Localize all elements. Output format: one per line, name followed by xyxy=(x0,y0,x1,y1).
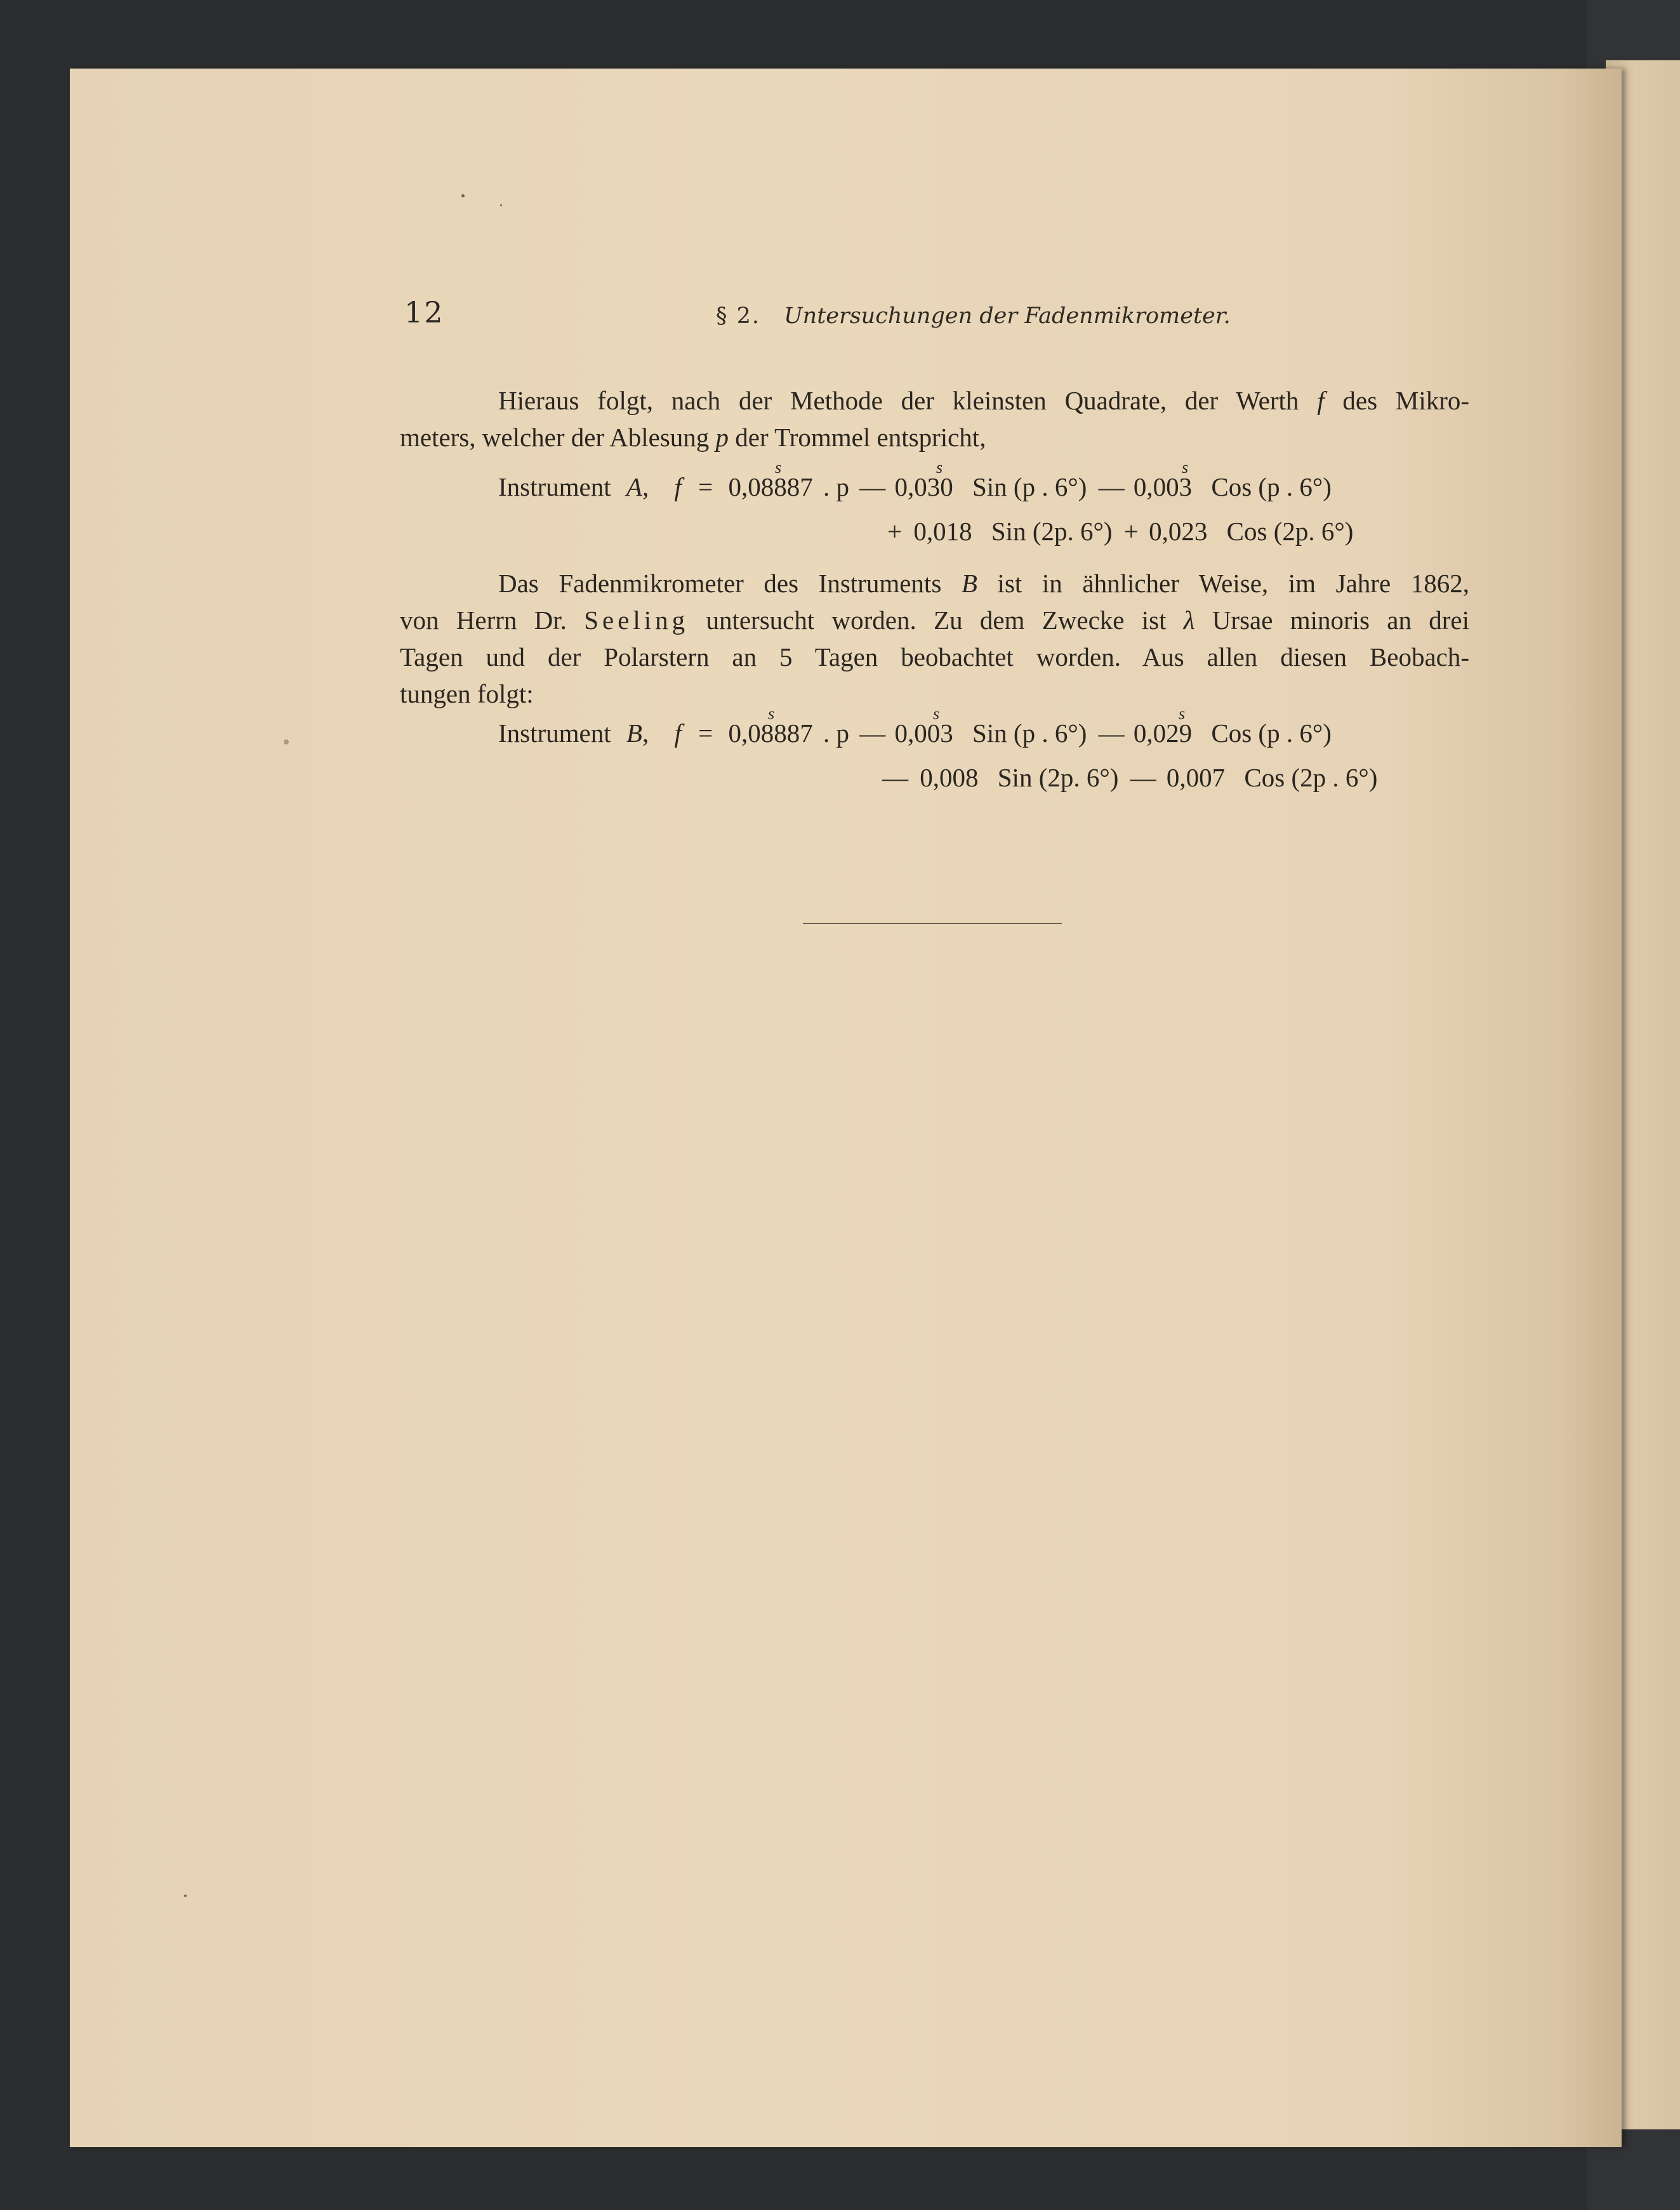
paragraph-1-line-1 xyxy=(400,382,1469,419)
text-run: von Herrn Dr. xyxy=(400,605,567,635)
sign: + xyxy=(1123,517,1139,546)
cos-term: Cos (p . 6°) xyxy=(1211,472,1332,501)
running-head xyxy=(716,303,1231,329)
coefficient: 0,023 xyxy=(1149,517,1208,546)
cos-term: Cos (2p. 6°) xyxy=(1226,517,1354,546)
book-page xyxy=(70,69,1622,2147)
instrument-label: Instrument xyxy=(498,472,611,501)
equals-sign: = xyxy=(698,718,713,748)
seconds-mark: s xyxy=(936,458,943,477)
variable-f: f xyxy=(674,472,682,501)
coefficient: 0,008 xyxy=(920,763,979,792)
seconds-mark: s xyxy=(1182,458,1189,477)
seconds-mark: s xyxy=(775,458,782,477)
text-run: des Mikro- xyxy=(1342,386,1470,415)
equation-a-line-2 xyxy=(887,516,1353,546)
instrument-letter: B xyxy=(626,718,642,748)
equals-sign: = xyxy=(698,472,713,501)
section-title: Untersuchungen der Fadenmikrometer. xyxy=(784,303,1231,329)
term-p: . p xyxy=(823,718,849,748)
cos-term: Cos (2p . 6°) xyxy=(1244,763,1378,792)
coefficient: 0,003 xyxy=(1133,472,1193,501)
lambda-symbol: λ xyxy=(1183,605,1195,635)
sign: — xyxy=(859,718,886,748)
sin-term: Sin (2p. 6°) xyxy=(991,517,1113,546)
paragraph-1-line-2 xyxy=(400,419,1469,456)
sin-term: Sin (p . 6°) xyxy=(972,718,1087,748)
paper-speck xyxy=(461,194,465,197)
variable-f: f xyxy=(1317,386,1325,415)
coefficient: 0,003 xyxy=(894,718,953,748)
text-run: Das Fadenmikrometer des Instruments xyxy=(498,569,942,598)
variable-f: f xyxy=(674,718,682,748)
sign: + xyxy=(887,517,903,546)
paper-speck xyxy=(184,1895,187,1897)
section-number: § 2. xyxy=(716,303,761,329)
text-run: ist in ähnlicher Weise, im Jahre 1862, xyxy=(997,569,1470,598)
equation-b-line-1: Instrument B, f = 0,08887 . p — 0,003 Sin (p . 6°) — 0,029 Cos (p . 6°) xyxy=(498,718,1332,748)
paragraph-2-line-1 xyxy=(400,565,1469,602)
text-run: Ursae minoris an drei xyxy=(1212,605,1469,635)
coefficient: 0,029 xyxy=(1133,718,1193,748)
sin-term: Sin (2p. 6°) xyxy=(997,763,1119,792)
equation-a-line-1: Instrument A, f = 0,08887 . p — 0,030 Sin (p . 6°) — 0,003 Cos (p . 6°) xyxy=(498,472,1332,501)
coefficient: 0,007 xyxy=(1166,763,1226,792)
instrument-letter: A xyxy=(626,472,642,501)
seconds-mark: s xyxy=(933,705,940,723)
variable-b: B xyxy=(961,569,977,598)
sign: — xyxy=(882,763,908,792)
seconds-mark: s xyxy=(1179,705,1186,723)
sign: — xyxy=(1130,763,1156,792)
page-number: 12 xyxy=(404,295,444,329)
person-name: Seeling xyxy=(584,605,689,635)
variable-p: p xyxy=(715,423,729,452)
coefficient: 0,030 xyxy=(894,472,953,501)
seconds-mark: s xyxy=(768,705,775,723)
equation-b-line-2 xyxy=(882,762,1377,793)
sign: — xyxy=(1098,472,1125,501)
cos-term: Cos (p . 6°) xyxy=(1211,718,1332,748)
sign: — xyxy=(1098,718,1125,748)
section-end-rule xyxy=(803,923,1062,924)
instrument-label: Instrument xyxy=(498,718,611,748)
sign: — xyxy=(859,472,886,501)
text-run: untersucht worden. Zu dem Zwecke ist xyxy=(706,605,1167,635)
paper-speck xyxy=(500,204,502,206)
text-run: Hieraus folgt, nach der Methode der kleinsten Quadrate, der Werth xyxy=(498,386,1299,415)
paragraph-2-line-3: Tagen und der Polarstern an 5 Tagen beobachtet worden. Aus allen diesen Beobach- xyxy=(400,642,1469,672)
text-run: meters, welcher der Ablesung xyxy=(400,423,710,452)
paper-speck xyxy=(284,739,289,744)
coefficient: 0,018 xyxy=(913,517,972,546)
sin-term: Sin (p . 6°) xyxy=(972,472,1087,501)
term-p: . p xyxy=(823,472,849,501)
paragraph-2-line-2 xyxy=(400,602,1469,639)
coefficient: 0,08887 xyxy=(728,472,813,501)
text-run: der Trommel entspricht, xyxy=(735,423,986,452)
paragraph-2-line-4: tungen folgt: xyxy=(400,679,534,708)
coefficient: 0,08887 xyxy=(728,718,813,748)
